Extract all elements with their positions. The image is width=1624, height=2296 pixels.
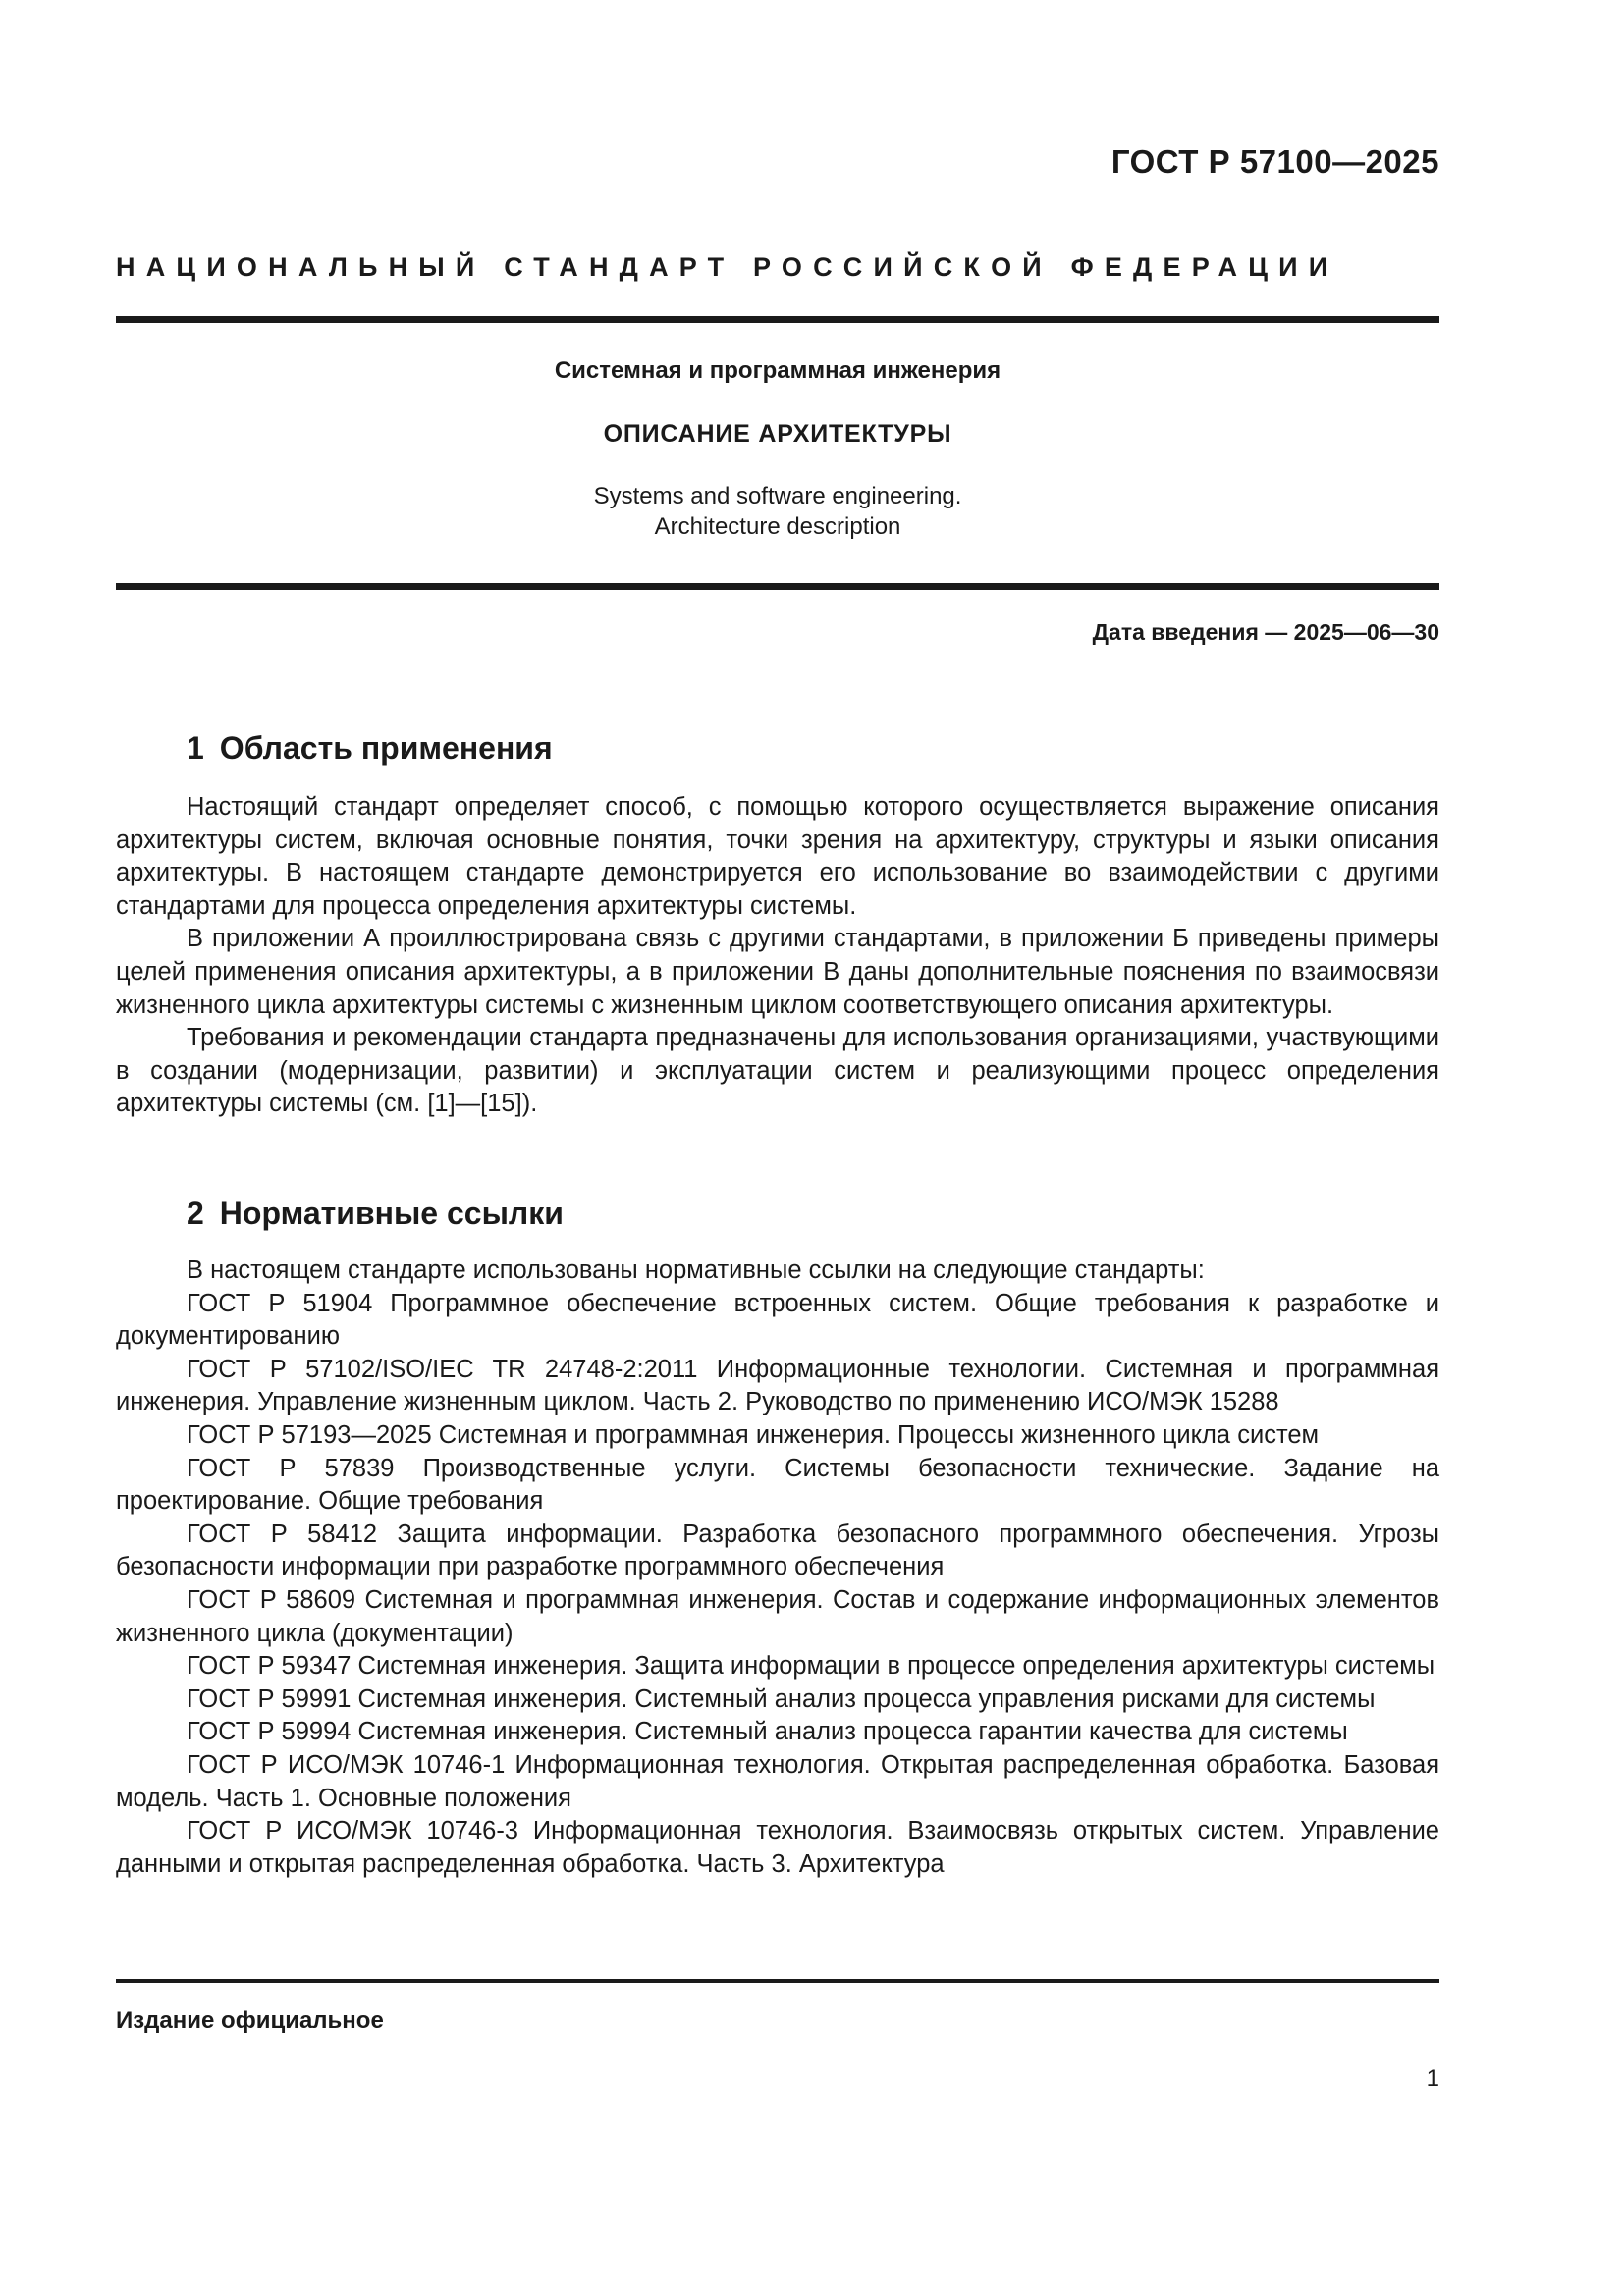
normative-reference: ГОСТ Р 57193—2025 Системная и программная инженерия. Процессы жизненного цикла систем [187,1420,1320,1449]
page-number: 1 [1426,2065,1439,2092]
section-1-number: 1 [187,730,204,766]
document-title-ru: ОПИСАНИЕ АРХИТЕКТУРЫ [603,420,952,448]
national-standard-title: НАЦИОНАЛЬНЫЙ СТАНДАРТ РОССИЙСКОЙ ФЕДЕРАЦИИ [116,252,1339,282]
edition-label: Издание официальное [116,2007,384,2034]
section-1-heading [187,730,553,767]
section-1-paragraph: В приложении А проиллюстрирована связь с другими стандартами, в приложении Б приведены примеры целей применения описания архитектуры, а в приложении В даны дополнительные пояснения по взаимосвязи жизненного цикла архитектуры системы с жизненным циклом соответствующего описания архитектуры. [116,925,1439,1019]
document-title-en [116,481,1439,542]
normative-reference: ГОСТ Р 58609 Системная и программная инженерия. Состав и содержание информационных элементов жизненного цикла (документации) [116,1585,1439,1647]
normative-reference: ГОСТ Р 57839 Производственные услуги. Системы безопасности технические. Задание на проектирование. Общие требования [116,1454,1439,1516]
normative-reference: ГОСТ Р 59347 Системная инженерия. Защита информации в процессе определения архитектуры системы [187,1652,1435,1681]
section-1-paragraph: Требования и рекомендации стандарта предназначены для использования организациями, участвующими в создании (модернизации, развитии) и эксплуатации систем и реализующими процесс определения архитектуры системы (см. [1]—[15]). [116,1024,1439,1118]
title-en-line-1: Systems and software engineering. [593,483,962,509]
standard-code: ГОСТ Р 57100—2025 [1110,143,1439,180]
section-2-body [116,1255,1439,1881]
title-bottom-rule [116,583,1439,590]
footer-rule [116,1979,1439,1983]
section-1-paragraph: Настоящий стандарт определяет способ, с помощью которого осуществляется выражение описания архитектуры систем, включая основные понятия, точки зрения на архитектуру, структуры и языки описания архитектуры. В настоящем стандарте демонстрируется его использование во взаимодействии с другими стандартами для процесса определения архитектуры системы. [116,793,1439,920]
normative-reference: ГОСТ Р 58412 Защита информации. Разработка безопасного программного обеспечения. Угрозы безопасности информации при разработке программного обеспечения [116,1520,1439,1581]
normative-reference: ГОСТ Р 51904 Программное обеспечение встроенных систем. Общие требования к разработке и документированию [116,1289,1439,1351]
normative-reference: ГОСТ Р ИСО/МЭК 10746-3 Информационная технология. Взаимосвязь открытых систем. Управление данными и открытая распределенная обработка. Часть 3. Архитектура [116,1817,1439,1878]
section-2-number: 2 [187,1196,204,1231]
normative-reference: ГОСТ Р 59994 Системная инженерия. Системный анализ процесса гарантии качества для системы [187,1718,1348,1746]
section-2-heading [187,1196,564,1232]
section-1-body [116,791,1439,1121]
section-2-title: Нормативные ссылки [219,1196,564,1231]
top-rule [116,316,1439,323]
title-en-line-2: Architecture description [654,513,901,540]
section-1-title: Область применения [219,730,553,766]
normative-reference: ГОСТ Р ИСО/МЭК 10746-1 Информационная технология. Открытая распределенная обработка. Базовая модель. Часть 1. Основные положения [116,1750,1439,1812]
introduction-date: Дата введения — 2025—06—30 [1092,619,1439,645]
normative-reference: ГОСТ Р 59991 Системная инженерия. Системный анализ процесса управления рисками для системы [187,1684,1376,1713]
section-2-intro: В настоящем стандарте использованы нормативные ссылки на следующие стандарты: [187,1256,1205,1284]
normative-reference: ГОСТ Р 57102/ISO/IEC TR 24748-2:2011 Информационные технологии. Системная и программная инженерия. Управление жизненным циклом. Часть 2. Руководство по применению ИСО/МЭК 15288 [116,1355,1439,1416]
subtitle-ru: Системная и программная инженерия [554,357,1001,384]
